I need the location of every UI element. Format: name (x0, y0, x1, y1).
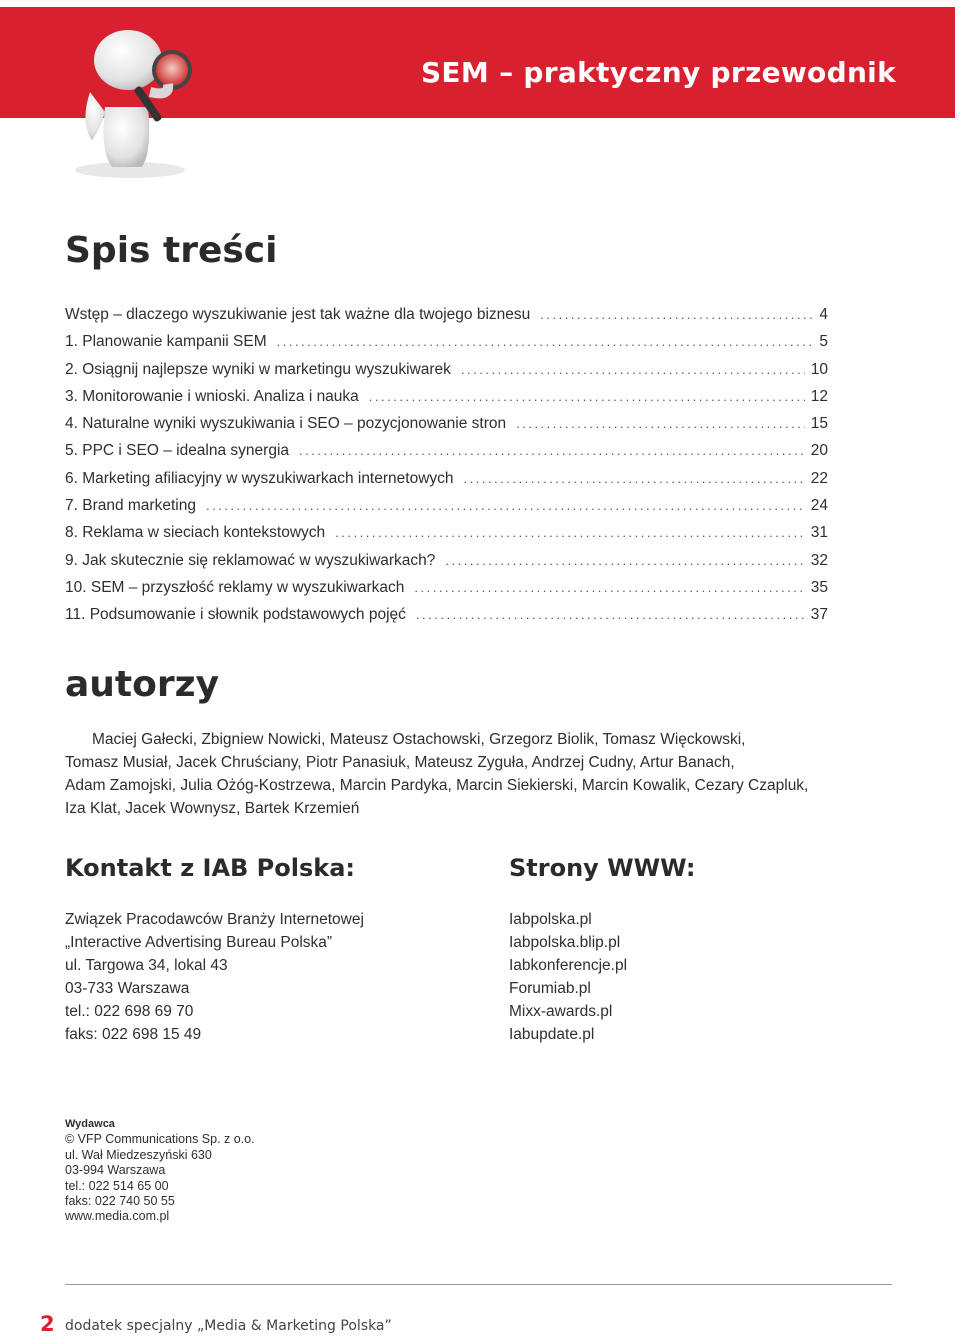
toc-entry[interactable] (65, 524, 828, 551)
toc-entry-label: 11. Podsumowanie i słownik podstawowych pojęć (65, 606, 406, 624)
toc-entry-label: 10. SEM – przyszłość reklamy w wyszukiwarkach (65, 578, 405, 596)
contact-line: 03-733 Warszawa (65, 980, 190, 997)
dot-leader (445, 553, 804, 568)
toc-entry[interactable] (65, 361, 828, 388)
toc-entry-label: 4. Naturalne wyniki wyszukiwania i SEO – pozycjonowanie stron (65, 415, 507, 433)
toc-entry-page: 4 (819, 306, 828, 323)
toc-entry[interactable] (65, 552, 828, 579)
dot-leader (540, 307, 813, 322)
contact-line: ul. Targowa 34, lokal 43 (65, 957, 228, 974)
toc-entry-page: 20 (810, 442, 828, 460)
contact-details (65, 908, 364, 1046)
toc-entry-label: 9. Jak skutecznie się reklamować w wyszukiwarkach? (65, 551, 436, 569)
toc-entry-label: 7. Brand marketing (65, 497, 196, 515)
websites-list (509, 908, 627, 1046)
contact-line: Związek Pracodawców Branży Internetowej (65, 911, 364, 928)
website-link[interactable]: Iabkonferencje.pl (509, 957, 628, 974)
dot-leader (335, 525, 805, 540)
toc-entry-page: 12 (810, 387, 828, 405)
website-link[interactable]: Mixx-awards.pl (509, 1003, 613, 1020)
toc-entry-label: 6. Marketing afiliacyjny w wyszukiwarkach internetowych (65, 469, 454, 487)
toc-entry[interactable] (65, 306, 828, 333)
publisher-line: 03-994 Warszawa (65, 1163, 166, 1178)
contact-line: faks: 022 698 15 49 (65, 1026, 202, 1043)
dot-leader (277, 334, 814, 349)
toc-entry[interactable] (65, 442, 828, 469)
authors-line: Iza Klat, Jacek Wownysz, Bartek Krzemień (65, 800, 360, 817)
contact-line: „Interactive Advertising Bureau Polska” (65, 934, 333, 951)
toc-entry-page: 22 (810, 469, 828, 487)
dot-leader (206, 498, 805, 513)
toc-entry-page: 24 (810, 497, 828, 515)
dot-leader (461, 362, 805, 377)
toc-entry-page: 31 (810, 524, 828, 542)
website-link[interactable]: Forumiab.pl (509, 980, 591, 997)
toc-title: Spis treści (65, 230, 278, 271)
publisher-line: © VFP Communications Sp. z o.o. (65, 1132, 255, 1147)
dot-leader (516, 416, 805, 431)
page-number: 2 (40, 1312, 55, 1336)
toc-entry-page: 32 (810, 551, 828, 569)
toc-entry-label: 8. Reklama w sieciach kontekstowych (65, 524, 326, 542)
authors-line: Adam Zamojski, Julia Ożóg-Kostrzewa, Marcin Pardyka, Marcin Siekierski, Marcin Kowalik, Cezary Czapluk, (65, 777, 809, 794)
footer-divider (65, 1284, 892, 1285)
website-link[interactable]: Iabpolska.pl (509, 911, 592, 928)
footer-text: dodatek specjalny „Media & Marketing Polska” (65, 1318, 392, 1334)
dot-leader (416, 607, 805, 622)
toc-entry-page: 37 (810, 606, 828, 624)
authors-title: autorzy (65, 664, 220, 705)
contact-line: tel.: 022 698 69 70 (65, 1003, 194, 1020)
toc-entry[interactable] (65, 497, 828, 524)
toc-entry-page: 35 (810, 578, 828, 596)
publisher-line: ul. Wał Miedzeszyński 630 (65, 1147, 212, 1162)
toc-entry[interactable] (65, 579, 828, 606)
toc-entry-label: 2. Osiągnij najlepsze wyniki w marketingu wyszukiwarek (65, 360, 451, 378)
toc-entry[interactable] (65, 606, 828, 633)
toc-entry-page: 5 (819, 333, 828, 351)
publisher-website[interactable]: www.media.com.pl (65, 1209, 170, 1224)
dot-leader (414, 580, 804, 595)
publisher-info (65, 1117, 255, 1225)
toc-entry-label: 5. PPC i SEO – idealna synergia (65, 442, 290, 460)
toc-entry-label: Wstęp – dlaczego wyszukiwanie jest tak ważne dla twojego biznesu (65, 306, 531, 323)
website-link[interactable]: Iabupdate.pl (509, 1026, 595, 1043)
contact-title: Kontakt z IAB Polska: (65, 854, 356, 882)
toc-entry[interactable] (65, 388, 828, 415)
websites-title: Strony WWW: (509, 854, 696, 882)
dot-leader (299, 443, 805, 458)
authors-line: Tomasz Musiał, Jacek Chruściany, Piotr Panasiuk, Mateusz Zyguła, Andrzej Cudny, Artur Banach, (65, 754, 735, 771)
toc-entry-label: 1. Planowanie kampanii SEM (65, 333, 267, 351)
authors-line: Maciej Gałecki, Zbigniew Nowicki, Mateusz Ostachowski, Grzegorz Biolik, Tomasz Więckowski, (92, 731, 746, 748)
toc-entry-page: 10 (810, 360, 828, 378)
magnifier-figure-illustration (50, 12, 210, 182)
publisher-line: tel.: 022 514 65 00 (65, 1178, 169, 1193)
dot-leader (464, 471, 805, 486)
authors-list (65, 728, 875, 820)
toc-entry[interactable] (65, 333, 828, 360)
publisher-heading: Wydawca (65, 1118, 115, 1130)
toc-entry-page: 15 (810, 415, 828, 433)
website-link[interactable]: Iabpolska.blip.pl (509, 934, 621, 951)
toc-entry[interactable] (65, 470, 828, 497)
table-of-contents (65, 306, 828, 634)
banner-title: SEM – praktyczny przewodnik (420, 56, 896, 89)
toc-entry[interactable] (65, 415, 828, 442)
publisher-line: faks: 022 740 50 55 (65, 1194, 175, 1209)
dot-leader (369, 389, 805, 404)
toc-entry-label: 3. Monitorowanie i wnioski. Analiza i nauka (65, 387, 359, 405)
